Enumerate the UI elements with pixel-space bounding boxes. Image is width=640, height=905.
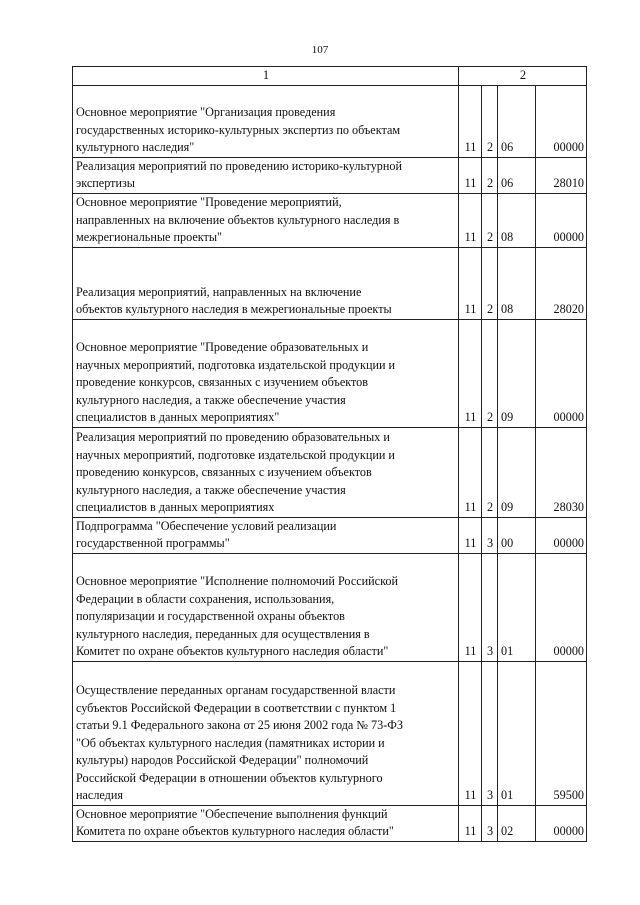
row-name-line: Комитета по охране объектов культурного наследия области" <box>76 824 394 838</box>
code-cell-1: 11 <box>459 553 482 661</box>
code-cell-3: 01 <box>498 553 536 661</box>
code-cell-1: 11 <box>459 157 482 193</box>
row-name-cell <box>73 247 459 319</box>
table-row <box>73 427 587 517</box>
row-name-line: научных мероприятий, подготовка издательской продукции и <box>76 357 396 372</box>
row-name-line: культурного наследия, переданных для осуществления в <box>76 626 370 641</box>
code-cell-1: 11 <box>459 805 482 841</box>
code-cell-4: 00000 <box>536 193 587 247</box>
table-row <box>73 661 587 805</box>
code-cell-2: 3 <box>482 661 498 805</box>
row-name-cell <box>73 85 459 157</box>
code-cell-3: 06 <box>498 85 536 157</box>
row-name-line: государственных историко-культурных экспертиз по объектам <box>76 122 401 137</box>
row-name-line: специалистов в данных мероприятиях" <box>76 410 280 424</box>
row-name-cell <box>73 157 459 193</box>
code-cell-3: 08 <box>498 193 536 247</box>
code-cell-1: 11 <box>459 193 482 247</box>
code-cell-3: 01 <box>498 661 536 805</box>
row-name-line: статьи 9.1 Федерального закона от 25 июня 2002 года № 73-ФЗ <box>76 718 404 732</box>
code-cell-4: 00000 <box>536 517 587 553</box>
code-cell-2: 3 <box>482 553 498 661</box>
code-cell-2: 3 <box>482 517 498 553</box>
code-cell-2: 2 <box>482 319 498 427</box>
row-name-line: Основное мероприятие "Проведение образовательных и <box>76 340 369 354</box>
code-cell-4: 00000 <box>536 85 587 157</box>
page-number: 107 <box>311 44 329 56</box>
row-name-line: Основное мероприятие "Исполнение полномочий Российской <box>76 574 399 588</box>
code-cell-2: 2 <box>482 427 498 517</box>
row-name-line: Реализация мероприятий, направленных на включение <box>76 284 362 299</box>
code-cell-4: 28010 <box>536 157 587 193</box>
code-cell-4: 28020 <box>536 247 587 319</box>
code-cell-4: 00000 <box>536 319 587 427</box>
table-row <box>73 193 587 247</box>
row-name-cell <box>73 517 459 553</box>
code-cell-3: 06 <box>498 157 536 193</box>
row-name-cell <box>73 319 459 427</box>
code-cell-2: 2 <box>482 85 498 157</box>
row-name-line: популяризации и государственной охраны объектов <box>76 609 345 623</box>
row-name-line: Комитет по охране объектов культурного наследия области" <box>76 644 389 658</box>
row-name-line: культурного наследия, а также обеспечение участия <box>76 482 346 497</box>
row-name-line: проведению конкурсов, связанных с изучением объектов <box>76 465 372 479</box>
table-row <box>73 805 587 841</box>
row-name-line: научных мероприятий, подготовке издательской продукции и <box>76 447 395 462</box>
row-name-line: Реализация мероприятий по проведению образовательных и <box>76 430 390 444</box>
row-name-cell <box>73 427 459 517</box>
row-name-line: государственной программы" <box>76 536 230 550</box>
code-cell-1: 11 <box>459 517 482 553</box>
row-name-line: Федерации в области сохранения, использования, <box>76 591 335 606</box>
table-row <box>73 85 587 157</box>
row-name-line: культуры) народов Российской Федерации" полномочий <box>76 753 369 767</box>
table-body <box>73 85 587 841</box>
row-name-line: экспертизы <box>76 176 135 190</box>
code-cell-2: 2 <box>482 157 498 193</box>
row-name-line: Российской Федерации в отношении объектов культурного <box>76 770 383 785</box>
row-name-line: специалистов в данных мероприятиях <box>76 500 275 514</box>
table-row <box>73 247 587 319</box>
row-name-line: Основное мероприятие "Обеспечение выполнения функций <box>76 806 388 821</box>
code-cell-2: 2 <box>482 193 498 247</box>
row-name-line: объектов культурного наследия в межрегиональные проекты <box>76 302 392 316</box>
row-name-line: проведение конкурсов, связанных с изучением объектов <box>76 375 369 389</box>
row-name-cell <box>73 553 459 661</box>
row-name-line: субъектов Российской Федерации в соответствии с пунктом 1 <box>76 700 397 715</box>
row-name-line: культурного наследия, а также обеспечение участия <box>76 392 346 407</box>
code-cell-1: 11 <box>459 319 482 427</box>
code-cell-4: 00000 <box>536 805 587 841</box>
table-row <box>73 319 587 427</box>
code-cell-2: 2 <box>482 247 498 319</box>
row-name-line: наследия <box>76 788 124 802</box>
code-cell-4: 59500 <box>536 661 587 805</box>
code-cell-4: 28030 <box>536 427 587 517</box>
code-cell-1: 11 <box>459 661 482 805</box>
code-cell-1: 11 <box>459 85 482 157</box>
row-name-line: Реализация мероприятий по проведению историко-культурной <box>76 158 403 173</box>
row-name-line: Подпрограмма "Обеспечение условий реализации <box>76 518 337 533</box>
row-name-line: "Об объектах культурного наследия (памятниках истории и <box>76 735 385 750</box>
row-name-line: Осуществление переданных органам государственной власти <box>76 683 396 697</box>
row-name-line: культурного наследия" <box>76 140 195 154</box>
table-row <box>73 157 587 193</box>
code-cell-4: 00000 <box>536 553 587 661</box>
row-name-cell <box>73 193 459 247</box>
row-name-line: межрегиональные проекты" <box>76 230 223 244</box>
code-cell-3: 09 <box>498 427 536 517</box>
budget-classification-table <box>72 66 587 842</box>
row-name-cell <box>73 805 459 841</box>
table-row <box>73 553 587 661</box>
table-row <box>73 517 587 553</box>
header-column-2: 2 <box>459 67 587 86</box>
row-name-line: Основное мероприятие "Проведение мероприятий, <box>76 195 342 209</box>
table-header-row <box>73 67 587 86</box>
code-cell-3: 02 <box>498 805 536 841</box>
header-column-1: 1 <box>73 67 459 86</box>
code-cell-1: 11 <box>459 247 482 319</box>
row-name-line: Основное мероприятие "Организация проведения <box>76 105 336 119</box>
code-cell-3: 00 <box>498 517 536 553</box>
code-cell-3: 08 <box>498 247 536 319</box>
row-name-line: направленных на включение объектов культурного наследия в <box>76 212 400 227</box>
row-name-cell <box>73 661 459 805</box>
code-cell-1: 11 <box>459 427 482 517</box>
code-cell-3: 09 <box>498 319 536 427</box>
code-cell-2: 3 <box>482 805 498 841</box>
